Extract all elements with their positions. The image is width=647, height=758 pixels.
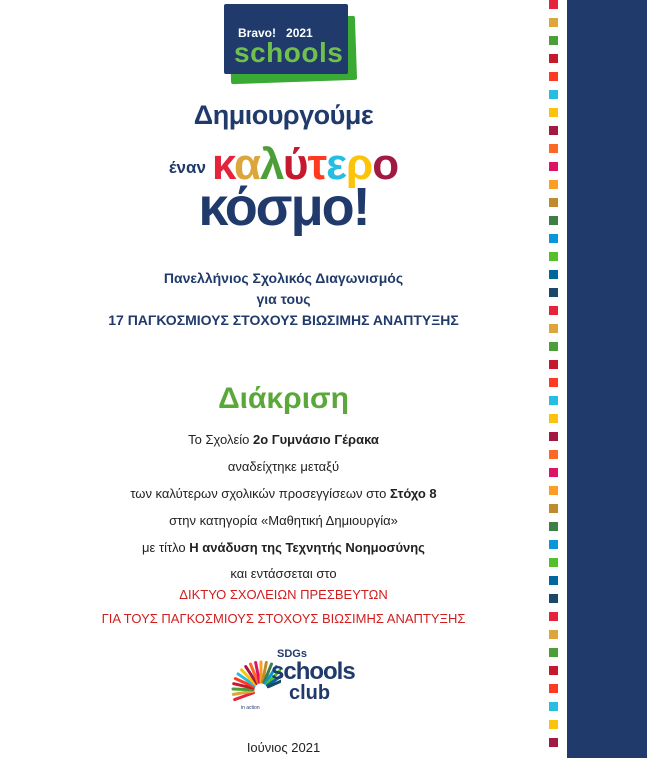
headline-letter: ρ (346, 140, 373, 189)
body-line2: αναδείχτηκε μεταξύ (227, 459, 340, 474)
sdg-color-square (549, 702, 558, 711)
body-line1 (0, 432, 567, 447)
logo-year: 2021 (286, 26, 313, 40)
logo-brand: Bravo! (238, 26, 277, 40)
goal-number: Στόχο 8 (389, 486, 437, 501)
headline-letter: λ (260, 140, 283, 189)
sdg-color-square (549, 450, 558, 459)
sdg-color-square (549, 504, 558, 513)
award-title: Διάκριση (218, 382, 349, 415)
sdg-logo-top: SDGs (277, 648, 307, 660)
sdg-color-square (549, 720, 558, 729)
logo-navy-card (224, 4, 348, 74)
network-line1: ΔΙΚΤΥΟ ΣΧΟΛΕΙΩΝ ΠΡΕΣΒΕΥΤΩΝ (179, 587, 388, 602)
sdg-color-square (549, 18, 558, 27)
sdg-color-square (549, 648, 558, 657)
headline-letter: τ (307, 140, 327, 189)
sdg-color-square (549, 90, 558, 99)
headline-line1: Δημιουργούμε (193, 100, 374, 130)
sdg-color-square (549, 684, 558, 693)
issue-date: Ιούνιος 2021 (246, 740, 321, 755)
sdg-color-square (549, 666, 558, 675)
headline-letter: ύ (282, 140, 308, 189)
sdg-color-square (549, 342, 558, 351)
headline-letter: ε (326, 140, 346, 189)
sdg-color-square (549, 0, 558, 9)
network-line2: ΓΙΑ ΤΟΥΣ ΠΑΓΚΟΣΜΙΟΥΣ ΣΤΟΧΟΥΣ ΒΙΩΣΙΜΗΣ ΑΝΑΠΤΥΞΗΣ (101, 611, 466, 626)
headline-letter: ο (372, 140, 399, 189)
sdg-logo-bottom: club (289, 682, 331, 704)
sdg-color-square (549, 72, 558, 81)
sdg-color-square (549, 36, 558, 45)
headline-letter: α (233, 140, 261, 189)
school-name: 2ο Γυμνάσιο Γέρακα (252, 432, 379, 447)
body-line1-a: Το Σχολείο (188, 432, 253, 447)
sdg-logo-tag: in action (241, 705, 260, 711)
subtitle-line3: 17 ΠΑΓΚΟΣΜΙΟΥΣ ΣΤΟΧΟΥΣ ΒΙΩΣΙΜΗΣ ΑΝΑΠΤΥΞΗΣ (108, 312, 459, 328)
headline-letter: κ (211, 140, 234, 189)
headline-line2-small: έναν (168, 158, 206, 177)
project-title: Η ανάδυση της Τεχνητής Νοημοσύνης (189, 540, 425, 555)
body-line3-a: των καλύτερων σχολικών προσεγγίσεων στο (130, 486, 390, 501)
burst-ray (233, 689, 253, 690)
body-line5 (0, 540, 567, 555)
subtitle-line1: Πανελλήνιος Σχολικός Διαγωνισμός (163, 270, 404, 286)
body-line5-a: με τίτλο (142, 540, 190, 555)
subtitle-line2: για τους (256, 291, 311, 307)
sdg-color-square (549, 252, 558, 261)
sdg-color-square (549, 360, 558, 369)
sdg-logo-middle: schools (271, 658, 355, 685)
logo-word: schools (234, 37, 344, 68)
sdg-color-square (549, 54, 558, 63)
navy-sidebar (567, 0, 647, 758)
body-line6: και εντάσσεται στο (230, 566, 337, 581)
sdgs-schools-club-logo (225, 648, 355, 711)
body-line4: στην κατηγορία «Μαθητική Δημιουργία» (169, 513, 398, 528)
body-line3 (0, 486, 567, 501)
headline-line3: κόσμο! (198, 177, 369, 237)
bravo-schools-logo (224, 4, 360, 86)
sdg-color-square (549, 630, 558, 639)
